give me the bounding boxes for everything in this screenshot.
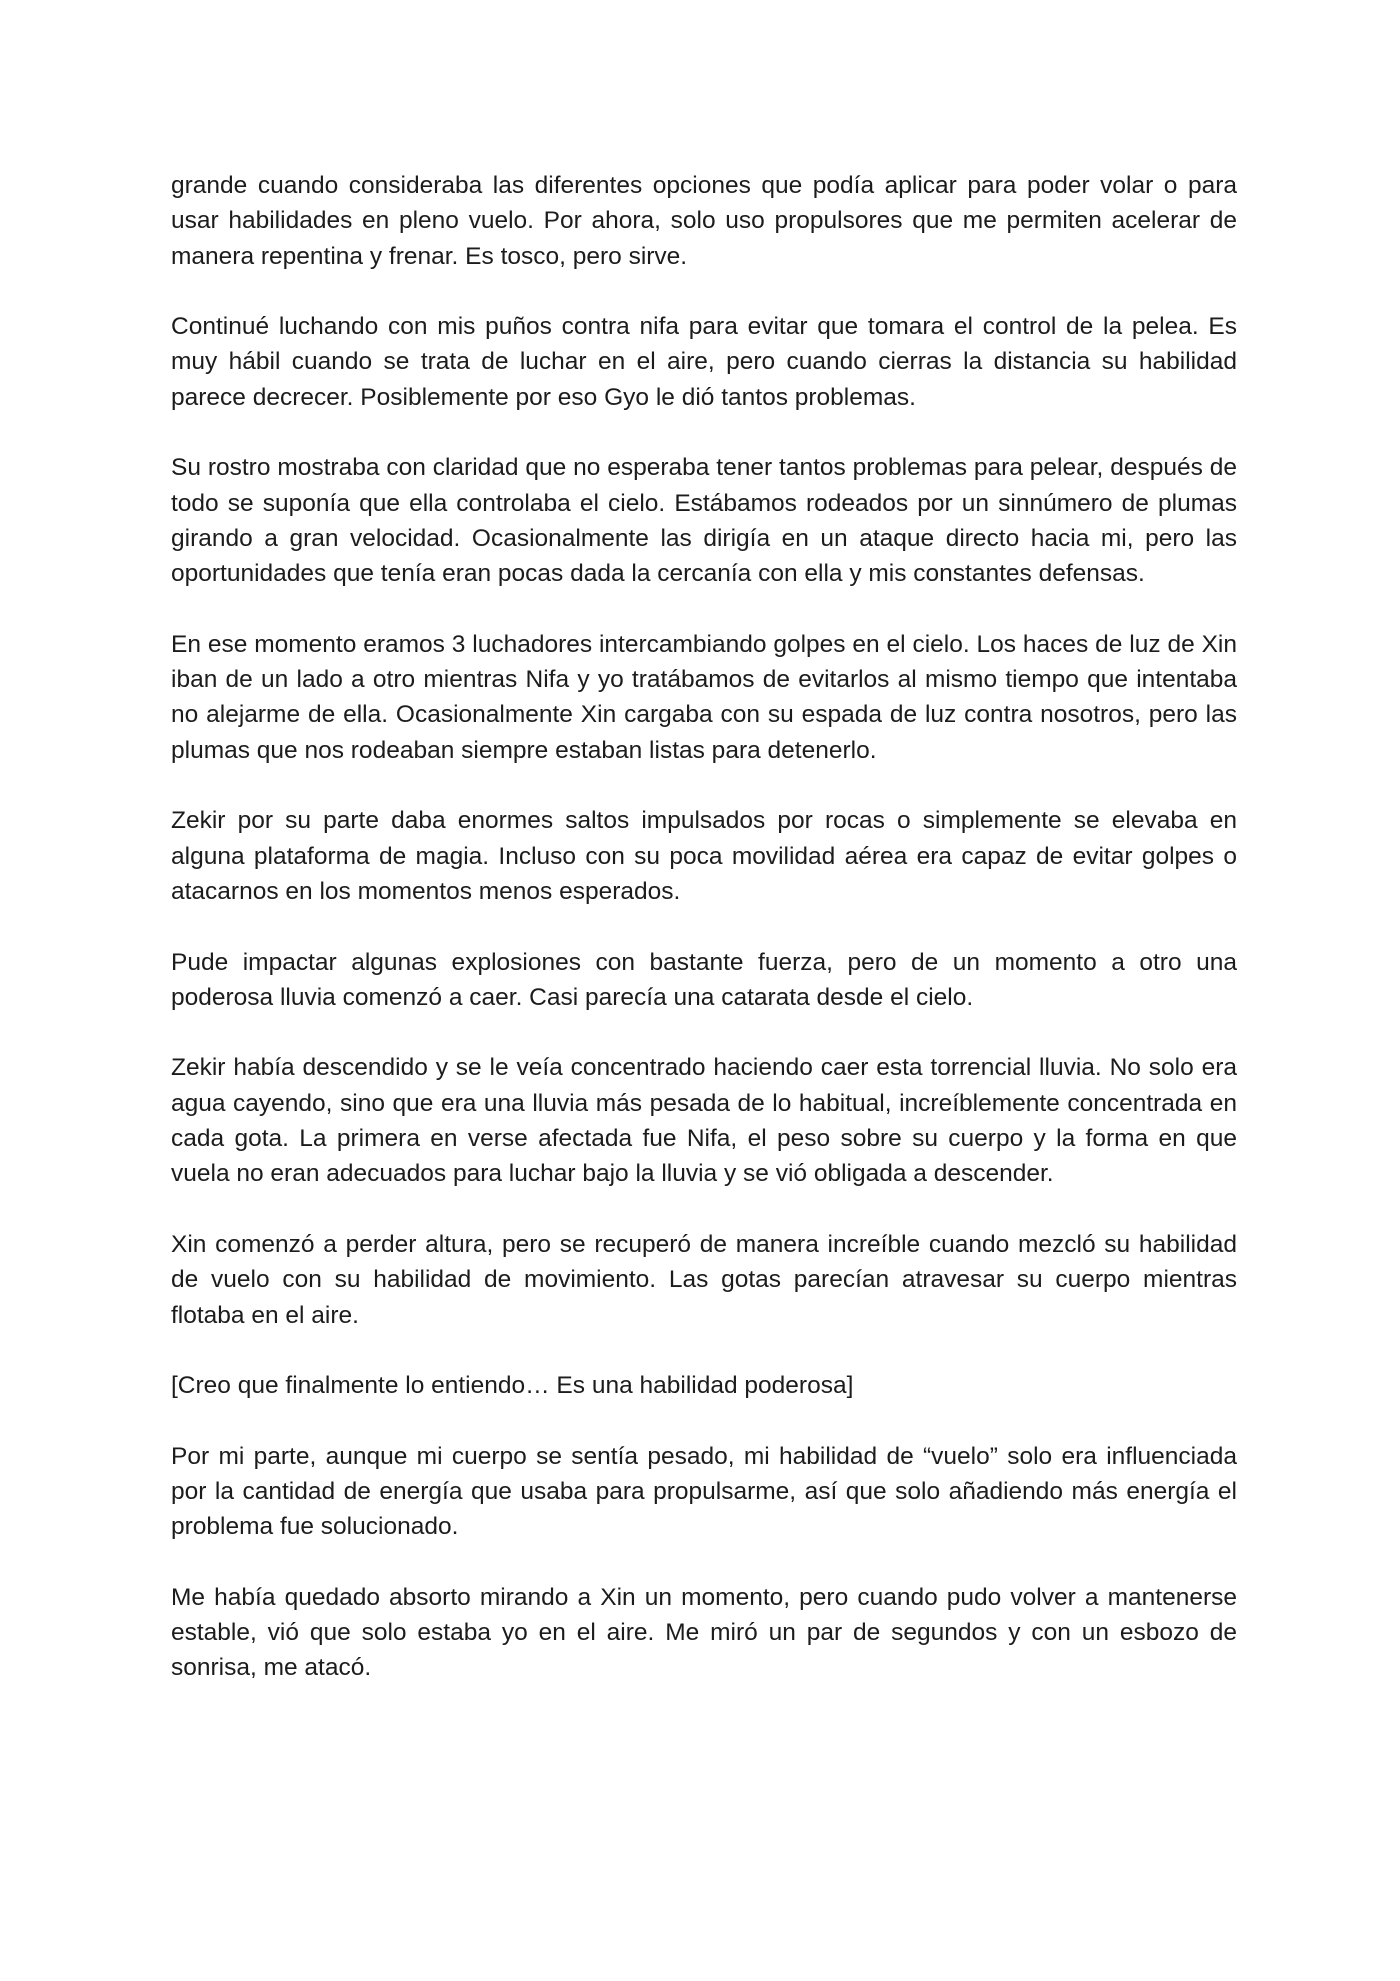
paragraph: Me había quedado absorto mirando a Xin un momento, pero cuando pudo volver a mantenerse estable, vió que solo estaba yo en el aire. Me miró un par de segundos y con un esbozo de sonrisa, me atacó. [171,1583,1237,1682]
paragraph: Zekir por su parte daba enormes saltos impulsados por rocas o simplemente se elevaba en alguna plataforma de magia. Incluso con su poca movilidad aérea era capaz de evitar golpes o atacarnos en los momentos menos esperados. [171,807,1237,905]
paragraph: grande cuando consideraba las diferentes opciones que podía aplicar para poder volar o para usar habilidades en pleno vuelo. Por ahora, solo uso propulsores que me permiten acelerar de manera repentina y frenar. Es tosco, pero sirve. [171,172,1237,270]
paragraph: Por mi parte, aunque mi cuerpo se sentía pesado, mi habilidad de “vuelo” solo era influenciada por la cantidad de energía que usaba para propulsarme, así que solo añadiendo más energía el problema fue solucionado. [171,1442,1237,1541]
paragraph: Pude impactar algunas explosiones con bastante fuerza, pero de un momento a otro una poderosa lluvia comenzó a caer. Casi parecía una catarata desde el cielo. [171,948,1237,1011]
paragraph: [Creo que finalmente lo entiendo… Es una habilidad poderosa] [171,1372,854,1400]
paragraph: Zekir había descendido y se le veía concentrado haciendo caer esta torrencial lluvia. No solo era agua cayendo, sino que era una lluvia más pesada de lo habitual, increíblemente concentrada en cada gota. La primera en verse afectada fue Nifa, el peso sobre su cuerpo y la forma en que vuela no eran adecuados para luchar bajo la lluvia y se vió obligada a descender. [171,1054,1237,1188]
paragraph: Xin comenzó a perder altura, pero se recuperó de manera increíble cuando mezcló su habilidad de vuelo con su habilidad de movimiento. Las gotas parecían atravesar su cuerpo mientras flotaba en el aire. [171,1230,1237,1329]
document-body [171,168,1237,1686]
paragraph: Continué luchando con mis puños contra nifa para evitar que tomara el control de la pelea. Es muy hábil cuando se trata de luchar en el aire, pero cuando cierras la distancia su habilidad parece decrecer. Posiblemente por eso Gyo le dió tantos problemas. [171,313,1237,411]
paragraph: Su rostro mostraba con claridad que no esperaba tener tantos problemas para pelear, después de todo se suponía que ella controlaba el cielo. Estábamos rodeados por un sinnúmero de plumas girando a gran velocidad. Ocasionalmente las dirigía en un ataque directo hacia mi, pero las oportunidades que tenía eran pocas dada la cercanía con ella y mis constantes defensas. [171,454,1237,588]
paragraph: En ese momento eramos 3 luchadores intercambiando golpes en el cielo. Los haces de luz de Xin iban de un lado a otro mientras Nifa y yo tratábamos de evitarlos al mismo tiempo que intentaba no alejarme de ella. Ocasionalmente Xin cargaba con su espada de luz contra nosotros, pero las plumas que nos rodeaban siempre estaban listas para detenerlo. [171,630,1237,764]
